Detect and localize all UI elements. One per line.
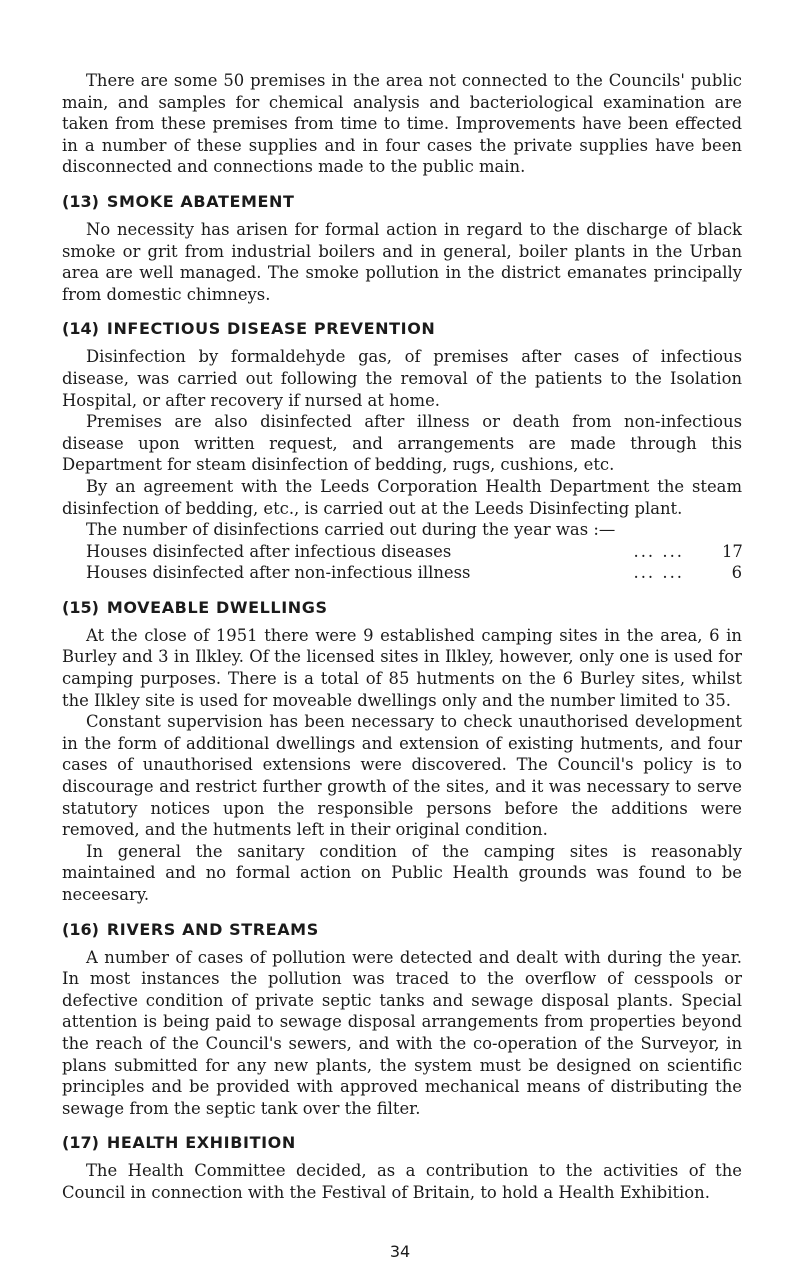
document-page [62, 70, 742, 1204]
page-number: 34 [389, 1242, 411, 1261]
intro-paragraph: There are some 50 premises in the area not connected to the Councils' public main, and samples for chemical analysis and bacteriological examination are taken from these premises from time to time. Improvements have been effected in a number of these supplies and in four cases the private supplies have been disconnected and connections made to the public main. [62, 71, 742, 177]
section-paragraph: In general the sanitary condition of the camping sites is reasonably maintained and no formal action on Public Health grounds was found to be neceesary. [62, 841, 742, 904]
section-paragraph: Premises are also disinfected after illness or death from non-infectious disease upon written request, and arrangements are made through this Department for steam disinfection of bedding, rugs, cushions, etc. [62, 412, 742, 475]
section-heading [62, 192, 742, 212]
tally-row [86, 541, 742, 563]
section-paragraph: A number of cases of pollution were detected and dealt with during the year. In most instances the pollution was traced to the overflow of cesspools or defective condition of private septic tanks and sewage disposal plants. Special attention is being paid to sewage disposal arrangements from properties beyond the reach of the Council's sewers, and with the co-operation of the Surveyor, in plans submitted for any new plants, the system must be designed on scientific principles and be provided with approved mechanical means of distributing the sewage from the septic tank over the filter. [62, 947, 742, 1118]
section-paragraph: By an agreement with the Leeds Corporation Health Department the steam disinfection of bedding, etc., is carried out at the Leeds Disinfecting plant. [62, 476, 742, 518]
section-number: (16) [62, 919, 99, 939]
tally-value: 6 [731, 563, 742, 583]
section-heading [62, 319, 742, 339]
section-paragraph: Disinfection by formaldehyde gas, of premises after cases of infectious disease, was carried out following the removal of the patients to the Isolation Hospital, or after recovery if nursed at home. [62, 347, 742, 410]
tally-leader: ... ... [633, 541, 684, 561]
section-heading [62, 920, 742, 940]
section-title: INFECTIOUS DISEASE PREVENTION [106, 319, 436, 339]
section-title: HEALTH EXHIBITION [106, 1133, 296, 1153]
section-paragraph: Constant supervision has been necessary to check unauthorised development in the form of additional dwellings and extension of existing hutments, and four cases of unauthorised extensions were discovered. The Council's policy is to discourage and restrict further growth of the sites, and it was necessary to serve statutory notices upon the responsible persons before the additions were removed, and the hutments left in their original condition. [62, 712, 742, 840]
section-paragraph: The Health Committee decided, as a contribution to the activities of the Council in connection with the Festival of Britain, to hold a Health Exhibition. [62, 1161, 742, 1202]
section-number: (17) [62, 1133, 99, 1153]
section-title: RIVERS AND STREAMS [106, 919, 319, 939]
section-title: SMOKE ABATEMENT [106, 191, 295, 211]
section-moveable-dwellings [62, 598, 742, 906]
section-health-exhibition [62, 1133, 742, 1203]
section-rivers-and-streams [62, 920, 742, 1120]
tally-value: 17 [722, 541, 743, 561]
tally-label: Houses disinfected after infectious diseases [86, 541, 452, 561]
tally-leader: ... ... [633, 563, 684, 583]
section-heading [62, 598, 742, 618]
section-paragraph: At the close of 1951 there were 9 established camping sites in the area, 6 in Burley and 3 in Ilkley. Of the licensed sites in Ilkley, however, only one is used for camping purposes. There is a total of 85 hutments on the 6 Burley sites, whilst the Ilkley site is used for moveable dwellings only and the number limited to 35. [62, 625, 742, 710]
disinfection-tally [86, 541, 742, 584]
section-title: MOVEABLE DWELLINGS [106, 597, 328, 617]
tally-row [86, 562, 742, 584]
section-smoke-abatement [62, 192, 742, 305]
section-number: (15) [62, 597, 99, 617]
section-heading [62, 1133, 742, 1153]
tally-label: Houses disinfected after non-infectious illness [86, 563, 471, 583]
section-paragraph: The number of disinfections carried out during the year was :— [86, 520, 616, 540]
section-number: (13) [62, 191, 99, 211]
section-infectious-disease-prevention [62, 319, 742, 584]
section-number: (14) [62, 319, 99, 339]
section-paragraph: No necessity has arisen for formal action in regard to the discharge of black smoke or grit from industrial boilers and in general, boiler plants in the Urban area are well managed. The smoke pollution in the district emanates principally from domestic chimneys. [62, 219, 742, 304]
